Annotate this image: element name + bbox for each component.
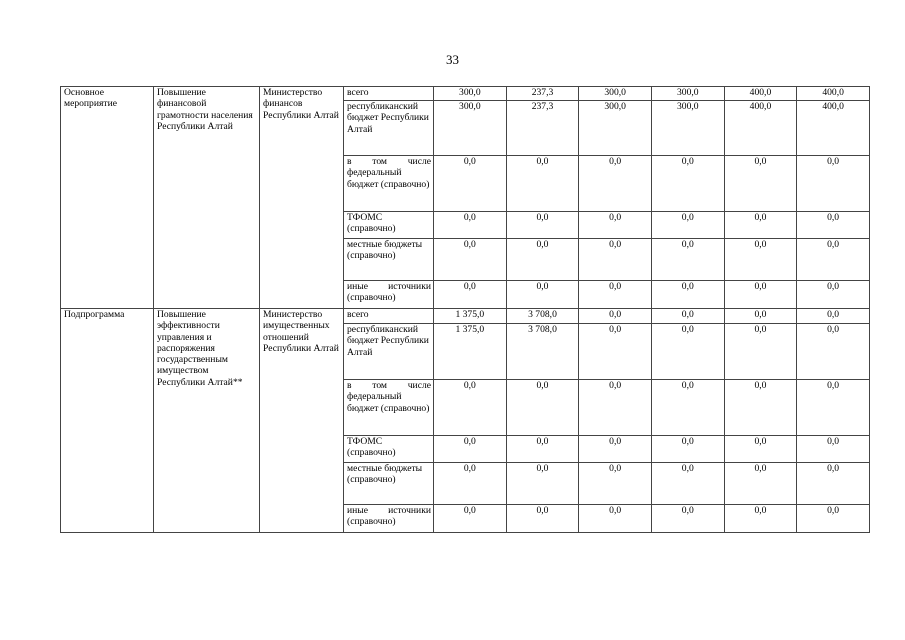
funding-source-cell: местные бюджеты (справочно) [344,239,434,281]
value-cell: 0,0 [434,436,507,463]
value-cell: 0,0 [651,239,724,281]
program-type-cell: Основное мероприятие [61,87,154,309]
value-cell: 0,0 [797,505,870,533]
value-cell: 400,0 [797,101,870,156]
value-cell: 0,0 [797,212,870,239]
funding-source-cell: ТФОМС (справочно) [344,212,434,239]
value-cell: 0,0 [651,156,724,212]
value-cell: 400,0 [797,87,870,101]
value-cell: 300,0 [651,101,724,156]
funding-source-cell: в том числе федеральный бюджет (справочно) [344,380,434,436]
value-cell: 0,0 [434,212,507,239]
funding-source-cell: республиканский бюджет Республики Алтай [344,324,434,380]
value-cell: 0,0 [651,324,724,380]
value-cell: 1 375,0 [434,324,507,380]
value-cell: 0,0 [724,436,797,463]
program-name-cell: Повышение эффективности управления и распоряжения государственным имуществом Республики Алтай** [154,309,260,533]
funding-source-cell: иные источники (справочно) [344,281,434,309]
funding-source-cell: иные источники (справочно) [344,505,434,533]
table-row [61,309,870,324]
value-cell: 0,0 [651,380,724,436]
funding-source-cell: в том числе федеральный бюджет (справочно) [344,156,434,212]
value-cell: 300,0 [434,87,507,101]
executor-cell: Министерство финансов Республики Алтай [260,87,344,309]
value-cell: 237,3 [506,87,579,101]
value-cell: 300,0 [651,87,724,101]
funding-source-cell: ТФОМС (справочно) [344,436,434,463]
value-cell: 0,0 [434,281,507,309]
value-cell: 0,0 [579,239,652,281]
value-cell: 0,0 [724,212,797,239]
funding-source-cell: республиканский бюджет Республики Алтай [344,101,434,156]
value-cell: 0,0 [724,380,797,436]
value-cell: 0,0 [651,281,724,309]
value-cell: 0,0 [797,156,870,212]
value-cell: 0,0 [651,463,724,505]
value-cell: 0,0 [724,463,797,505]
value-cell: 0,0 [579,436,652,463]
value-cell: 0,0 [579,212,652,239]
value-cell: 0,0 [506,239,579,281]
value-cell: 0,0 [724,505,797,533]
value-cell: 0,0 [434,380,507,436]
value-cell: 400,0 [724,101,797,156]
value-cell: 3 708,0 [506,324,579,380]
funding-source-cell: всего [344,309,434,324]
value-cell: 0,0 [724,281,797,309]
value-cell: 0,0 [724,156,797,212]
value-cell: 0,0 [579,463,652,505]
value-cell: 0,0 [579,309,652,324]
value-cell: 0,0 [651,309,724,324]
value-cell: 0,0 [506,380,579,436]
value-cell: 0,0 [651,505,724,533]
value-cell: 0,0 [797,281,870,309]
value-cell: 3 708,0 [506,309,579,324]
value-cell: 0,0 [506,505,579,533]
value-cell: 0,0 [579,324,652,380]
financing-table [60,86,870,533]
funding-source-cell: местные бюджеты (справочно) [344,463,434,505]
table-row [61,87,870,101]
value-cell: 0,0 [506,281,579,309]
funding-source-cell: всего [344,87,434,101]
value-cell: 0,0 [434,239,507,281]
value-cell: 0,0 [724,239,797,281]
value-cell: 300,0 [579,87,652,101]
value-cell: 0,0 [579,380,652,436]
program-type-cell: Подпрограмма [61,309,154,533]
value-cell: 0,0 [506,156,579,212]
value-cell: 0,0 [797,324,870,380]
value-cell: 0,0 [651,212,724,239]
value-cell: 0,0 [434,156,507,212]
value-cell: 0,0 [797,436,870,463]
value-cell: 0,0 [579,505,652,533]
value-cell: 0,0 [579,156,652,212]
executor-cell: Министерство имущественных отношений Республики Алтай [260,309,344,533]
value-cell: 0,0 [506,463,579,505]
value-cell: 0,0 [797,239,870,281]
value-cell: 0,0 [797,380,870,436]
value-cell: 0,0 [651,436,724,463]
value-cell: 0,0 [506,436,579,463]
value-cell: 0,0 [579,281,652,309]
value-cell: 400,0 [724,87,797,101]
value-cell: 0,0 [724,324,797,380]
value-cell: 0,0 [434,463,507,505]
value-cell: 0,0 [506,212,579,239]
page-number: 33 [446,52,459,67]
value-cell: 300,0 [434,101,507,156]
value-cell: 0,0 [797,463,870,505]
value-cell: 300,0 [579,101,652,156]
value-cell: 0,0 [434,505,507,533]
value-cell: 0,0 [797,309,870,324]
value-cell: 0,0 [724,309,797,324]
value-cell: 237,3 [506,101,579,156]
value-cell: 1 375,0 [434,309,507,324]
program-name-cell: Повышение финансовой грамотности населения Республики Алтай [154,87,260,309]
